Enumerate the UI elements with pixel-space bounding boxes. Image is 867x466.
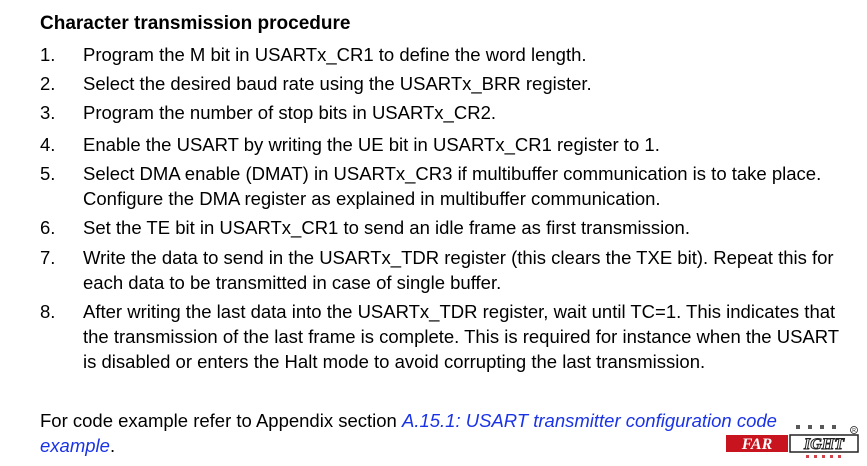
step-item — [40, 299, 850, 374]
step-item — [40, 132, 850, 157]
svg-text:FAR: FAR — [741, 436, 773, 453]
step-item — [40, 42, 850, 67]
step-item — [40, 100, 850, 125]
step-number: 3. — [40, 102, 56, 123]
section-heading: Character transmission procedure — [40, 13, 351, 34]
step-number: 7. — [40, 247, 56, 268]
step-number: 8. — [40, 301, 56, 322]
step-item — [40, 71, 850, 96]
svg-text:IGHT: IGHT — [804, 436, 844, 453]
step-text: Enable the USART by writing the UE bit in USARTx_CR1 register to 1. — [83, 134, 660, 155]
note-prefix: For code example refer to Appendix section — [40, 410, 402, 431]
step-number: 4. — [40, 134, 56, 155]
note-suffix: . — [109, 435, 116, 456]
code-example-note — [40, 408, 840, 458]
step-item — [40, 215, 850, 240]
step-number: 6. — [40, 217, 56, 238]
step-text: Select DMA enable (DMAT) in USARTx_CR3 if multibuffer communication is to take place. Configure the DMA register as explained in multibuffer communication. — [83, 163, 822, 209]
step-text: After writing the last data into the USARTx_TDR register, wait until TC=1. This indicates that the transmission of the last frame is complete. This is required for instance when the USART is disabled or enters the Halt mode to avoid corrupting the last transmission. — [83, 301, 839, 372]
step-text: Select the desired baud rate using the USARTx_BRR register. — [83, 73, 592, 94]
farlight-logo — [726, 424, 860, 462]
step-number: 2. — [40, 73, 56, 94]
svg-text:R: R — [852, 428, 856, 434]
step-number: 5. — [40, 163, 56, 184]
step-text: Program the number of stop bits in USARTx_CR2. — [83, 102, 496, 123]
step-item — [40, 161, 850, 211]
step-item — [40, 245, 850, 295]
step-text: Program the M bit in USARTx_CR1 to define the word length. — [83, 44, 587, 65]
step-text: Write the data to send in the USARTx_TDR register (this clears the TXE bit). Repeat this for each data to be transmitted in case of single buffer. — [83, 247, 834, 293]
step-number: 1. — [40, 44, 56, 65]
appendix-link[interactable]: A.15.1: USART transmitter configuration code example — [40, 410, 777, 456]
step-text: Set the TE bit in USARTx_CR1 to send an idle frame as first transmission. — [83, 217, 690, 238]
